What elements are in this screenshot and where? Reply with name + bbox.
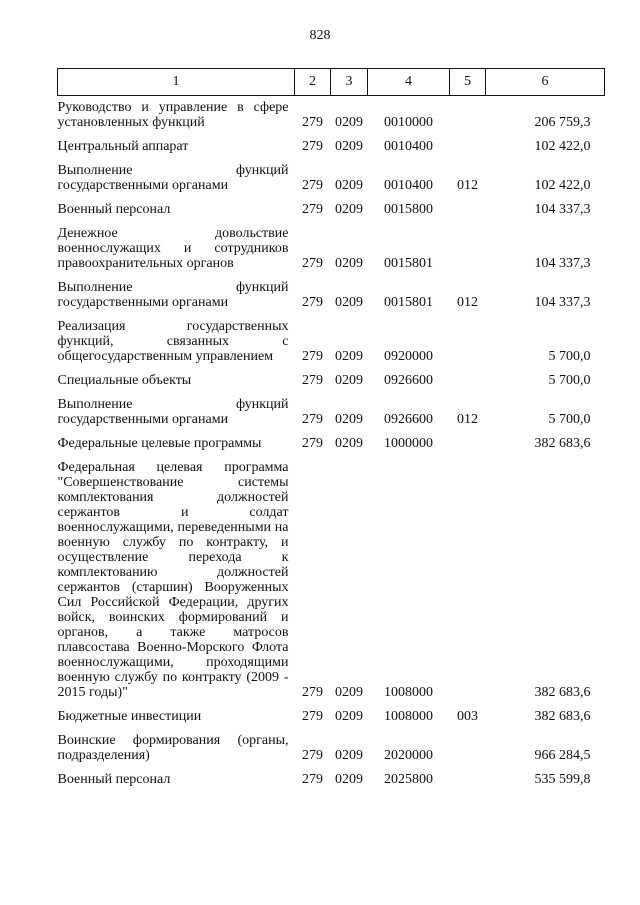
ministry-code: 279 xyxy=(302,295,323,310)
amount: 5 700,0 xyxy=(548,373,591,388)
section-code: 0209 xyxy=(335,709,363,724)
line-item-name: Руководство и управление в сфере установленных функций xyxy=(57,100,289,130)
expense-type-code xyxy=(450,764,486,788)
section-code: 0209 xyxy=(335,256,363,271)
ministry-code: 279 xyxy=(302,748,323,763)
target-article-code: 0926600 xyxy=(384,373,433,388)
amount: 382 683,6 xyxy=(534,685,591,700)
section-code: 0209 xyxy=(335,139,363,154)
amount: 5 700,0 xyxy=(548,412,591,427)
line-item-name: Военный персонал xyxy=(57,772,171,787)
target-article-code: 1000000 xyxy=(384,436,433,451)
target-article-code: 0010400 xyxy=(384,178,433,193)
expense-type-code: 012 xyxy=(457,412,478,427)
amount: 102 422,0 xyxy=(534,178,591,193)
expense-type-code xyxy=(450,96,486,132)
line-item-name: Центральный аппарат xyxy=(57,139,189,154)
table-row xyxy=(58,155,605,194)
table-row xyxy=(58,725,605,764)
ministry-code: 279 xyxy=(302,349,323,364)
expense-type-code xyxy=(450,218,486,272)
table-row xyxy=(58,701,605,725)
header-col-3: 3 xyxy=(331,69,368,96)
expense-type-code xyxy=(450,452,486,701)
section-code: 0209 xyxy=(335,115,363,130)
target-article-code: 0015800 xyxy=(384,202,433,217)
header-col-4: 4 xyxy=(368,69,450,96)
section-code: 0209 xyxy=(335,373,363,388)
expense-type-code xyxy=(450,365,486,389)
table-body xyxy=(58,96,605,789)
ministry-code: 279 xyxy=(302,772,323,787)
expense-type-code xyxy=(450,131,486,155)
table-row xyxy=(58,365,605,389)
line-item-name: Выполнение функций государственными органами xyxy=(57,397,289,427)
table-row xyxy=(58,194,605,218)
line-item-name: Специальные объекты xyxy=(57,373,192,388)
table-row xyxy=(58,764,605,788)
amount: 104 337,3 xyxy=(534,202,591,217)
target-article-code: 1008000 xyxy=(384,685,433,700)
expense-type-code: 012 xyxy=(457,295,478,310)
expense-type-code xyxy=(450,311,486,365)
ministry-code: 279 xyxy=(302,256,323,271)
section-code: 0209 xyxy=(335,772,363,787)
ministry-code: 279 xyxy=(302,709,323,724)
ministry-code: 279 xyxy=(302,685,323,700)
amount: 104 337,3 xyxy=(534,295,591,310)
amount: 535 599,8 xyxy=(534,772,591,787)
target-article-code: 0015801 xyxy=(384,256,433,271)
amount: 966 284,5 xyxy=(534,748,591,763)
table-row xyxy=(58,311,605,365)
section-code: 0209 xyxy=(335,412,363,427)
header-col-6: 6 xyxy=(486,69,605,96)
target-article-code: 0926600 xyxy=(384,412,433,427)
table-row xyxy=(58,452,605,701)
line-item-name: Федеральные целевые программы xyxy=(57,436,262,451)
target-article-code: 0010400 xyxy=(384,139,433,154)
ministry-code: 279 xyxy=(302,178,323,193)
amount: 102 422,0 xyxy=(534,139,591,154)
line-item-name: Бюджетные инвестиции xyxy=(57,709,202,724)
header-col-1: 1 xyxy=(58,69,295,96)
section-code: 0209 xyxy=(335,349,363,364)
target-article-code: 2025800 xyxy=(384,772,433,787)
amount: 104 337,3 xyxy=(534,256,591,271)
page-number: 828 xyxy=(309,28,331,43)
table-row xyxy=(58,272,605,311)
target-article-code: 2020000 xyxy=(384,748,433,763)
section-code: 0209 xyxy=(335,295,363,310)
target-article-code: 0015801 xyxy=(384,295,433,310)
table-row xyxy=(58,131,605,155)
target-article-code: 1008000 xyxy=(384,709,433,724)
ministry-code: 279 xyxy=(302,139,323,154)
line-item-name: Федеральная целевая программа "Совершенствование системы комплектования должностей сержантов и солдат военнослужащими, переведенными на военную службу по контракту, и осуществление перехода к комплектованию должностей сержантов (старшин) Вооруженных Сил Российской Федерации, других войск, воинских формирований и органов, а также матросов плавсостава Военно-Морского Флота военнослужащими, проходящими военную службу по контракту (2009 - 2015 годы)" xyxy=(57,460,289,700)
section-code: 0209 xyxy=(335,178,363,193)
line-item-name: Выполнение функций государственными органами xyxy=(57,280,289,310)
header-row xyxy=(58,69,605,96)
section-code: 0209 xyxy=(335,202,363,217)
line-item-name: Военный персонал xyxy=(57,202,171,217)
table-row xyxy=(58,218,605,272)
ministry-code: 279 xyxy=(302,373,323,388)
expense-type-code xyxy=(450,194,486,218)
line-item-name: Денежное довольствие военнослужащих и сотрудников правоохранительных органов xyxy=(57,226,289,271)
table-row xyxy=(58,96,605,132)
expense-type-code xyxy=(450,725,486,764)
section-code: 0209 xyxy=(335,436,363,451)
table-row xyxy=(58,389,605,428)
amount: 382 683,6 xyxy=(534,436,591,451)
table-header xyxy=(58,69,605,96)
header-col-5: 5 xyxy=(450,69,486,96)
table-row xyxy=(58,428,605,452)
amount: 382 683,6 xyxy=(534,709,591,724)
target-article-code: 0920000 xyxy=(384,349,433,364)
line-item-name: Реализация государственных функций, связанных с общегосударственным управлением xyxy=(57,319,289,364)
expense-type-code: 003 xyxy=(457,709,478,724)
amount: 206 759,3 xyxy=(534,115,591,130)
amount: 5 700,0 xyxy=(548,349,591,364)
budget-table xyxy=(57,68,605,788)
line-item-name: Воинские формирования (органы, подразделения) xyxy=(57,733,289,763)
ministry-code: 279 xyxy=(302,436,323,451)
ministry-code: 279 xyxy=(302,202,323,217)
section-code: 0209 xyxy=(335,685,363,700)
ministry-code: 279 xyxy=(302,412,323,427)
line-item-name: Выполнение функций государственными органами xyxy=(57,163,289,193)
target-article-code: 0010000 xyxy=(384,115,433,130)
ministry-code: 279 xyxy=(302,115,323,130)
header-col-2: 2 xyxy=(295,69,331,96)
expense-type-code xyxy=(450,428,486,452)
expense-type-code: 012 xyxy=(457,178,478,193)
section-code: 0209 xyxy=(335,748,363,763)
